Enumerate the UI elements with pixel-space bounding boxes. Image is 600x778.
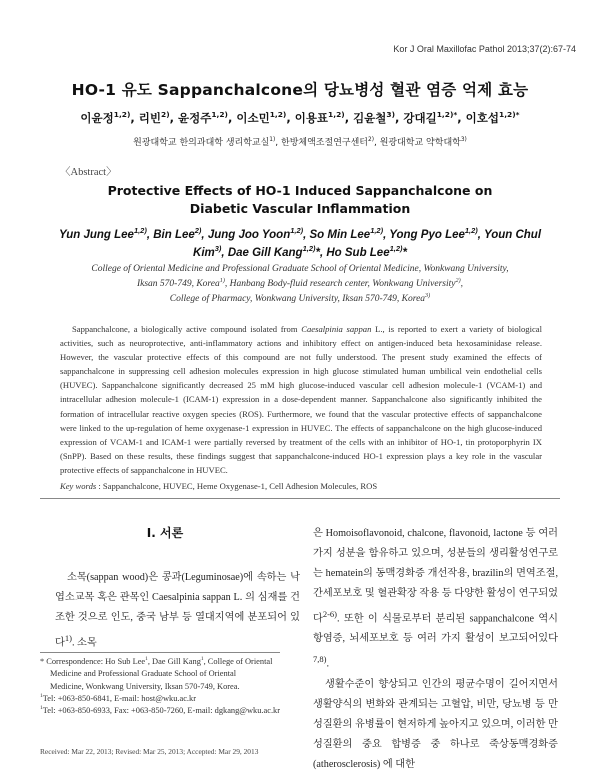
- superscript-ref: 1): [64, 633, 72, 643]
- superscript-ref: 3): [214, 244, 222, 254]
- received-dates: Received: Mar 22, 2013; Revised: Mar 25, 2013; Accepted: Mar 29, 2013: [40, 747, 259, 756]
- name-entry: 김윤철$^{3)}$: [353, 110, 396, 125]
- footnote-divider: [40, 652, 280, 653]
- text-line: $^1$Tel: +063-850-6841, E-mail: host@wku.ac.kr: [40, 693, 196, 703]
- keywords: [60, 481, 542, 491]
- name-entry: 윤정주$^{1,2)}$: [178, 110, 228, 125]
- superscript-ref: 1): [269, 137, 276, 143]
- name-entry: 이호섭$^{1,2)*}$: [465, 110, 520, 125]
- name-entry: Ho Sub Lee$^{1,2)}$: [326, 244, 403, 259]
- superscript-ref: 1: [145, 656, 148, 663]
- english-authors: Yun Jung Lee$^{1,2)}$, Bin Lee$^{2)}$, Jung Joo Yoon$^{1,2)}$, So Min Lee$^{1,2)}$, Yong Pyo Lee$^{1,2)}$, Youn Chul Kim$^{3)}$, Dae Gill Kang$^{1,2)}$*, Ho Sub Lee$^{1,2)}$*: [58, 226, 542, 259]
- text-line: College of Pharmacy, Wonkwang University, Iksan 570-749, Korea$^{3)}$: [169, 292, 431, 304]
- name-entry: Yun Jung Lee$^{1,2)}$: [58, 226, 147, 241]
- korean-title: HO-1 유도 Sappanchalcone의 당뇨병성 혈관 염증 억제 효능: [71, 81, 529, 99]
- name-entry: 원광대학교 한의과대학 생리학교실$^{1)}$: [133, 137, 276, 148]
- superscript-ref: 1,2): [389, 244, 403, 254]
- abstract-label: 〈Abstract〉: [60, 167, 117, 178]
- keywords-text: : Sappanchalcone, HUVEC, Heme Oxygenase-1, Cell Adhesion Molecules, ROS: [96, 481, 378, 491]
- name-entry: So Min Lee$^{1,2)}$: [309, 226, 384, 241]
- text-line: * Correspondence: Ho Sub Lee$^1$, Dae Gill Kang$^1$, College of Oriental: [40, 656, 273, 666]
- korean-authors: 이윤정$^{1,2)}$, 리빈$^{2)}$, 윤정주$^{1,2)}$, 이소민$^{1,2)}$, 이용표$^{1,2)}$, 김윤철$^{3)}$, 강대길$^{1,2)*}$, 이호섭$^{1,2)*}$: [80, 110, 520, 125]
- superscript-ref: 1,2): [211, 110, 228, 120]
- superscript-ref: 2): [194, 226, 202, 236]
- superscript-ref: 1,2): [328, 110, 345, 120]
- body-paragraph: 은 Homoisoflavonoid, chalcone, flavonoid, lactone 등 여러 가지 성분을 함유하고 있으며, 성분들의 생리활성연구로는 hematein의 동맥경화증 개선작용, brazilin의 면역조절, 간세포보호 및 혈관확장 작용 등 다양한 활성이 연구되었다$^{2-6)}$. 또한 이 식물로부터 분리된 sappanchalcone 역시 항염증, 뇌세포보호 등 여러 가지 활성이 보고되어있다$^{7,8)}$.: [313, 528, 558, 670]
- name-entry: Dae Gill Kang$^{1,2)}$: [227, 244, 316, 259]
- superscript-ref: 1,2): [113, 110, 131, 120]
- text-line: Medicine, Wonkwang University, Iksan 570-749, Korea.: [50, 681, 240, 691]
- superscript-ref: 1: [40, 705, 43, 712]
- intro-left-column: 소목(sappan wood)은 콩과(Leguminosae)에 속하는 낙엽소교목 혹은 관목인 Caesalpinia sappan L. 의 심재를 건조한 것으로 인도, 중국 남부 등 열대지역에 분포되어 있다$^{1)}$. 소목: [55, 572, 300, 649]
- text-line: College of Oriental Medicine and Professional Graduate School of Oriental Medicine, Wonkwang University,: [91, 264, 509, 274]
- name-entry: 이윤정$^{1,2)}$: [80, 110, 131, 125]
- superscript-ref: 3): [460, 137, 467, 143]
- correspondence-footnote: [40, 656, 295, 717]
- korean-affiliations: 원광대학교 한의과대학 생리학교실$^{1)}$, 한방체액조절연구센터$^{2)}$, 원광대학교 약학대학$^{3)}$: [133, 137, 467, 148]
- superscript-ref: 1,2): [370, 226, 384, 236]
- name-entry: Bin Lee$^{2)}$: [153, 226, 202, 241]
- name-entry: 한방체액조절연구센터$^{2)}$: [281, 137, 374, 148]
- superscript-ref: 1): [219, 277, 225, 284]
- name-entry: 이소민$^{1,2)}$: [236, 110, 287, 125]
- superscript-ref: 1,2): [269, 110, 287, 120]
- section-heading-introduction: Ⅰ. 서론: [146, 526, 184, 540]
- superscript-ref: 1,2): [464, 226, 478, 236]
- name-entry: 원광대학교 약학대학$^{3)}$: [379, 137, 467, 148]
- text-line: Medicine and Professional Graduate School of Oriental: [50, 669, 237, 679]
- english-title: Protective Effects of HO-1 Induced Sappanchalcone on Diabetic Vascular Inflammation: [107, 183, 493, 216]
- superscript-ref: 1,2): [133, 226, 147, 236]
- name-entry: Jung Joo Yoon$^{1,2)}$: [207, 226, 304, 241]
- keywords-label: Key words: [60, 481, 97, 491]
- superscript-ref: 7,8): [313, 654, 327, 665]
- abstract-body: Sappanchalcone, a biologically active compound isolated from Caesalpinia sappan L., is reported to exert a variety of biological activities, such as neuroprotective, anti-inflammatory actions and inhibitory effect on antigen-induced beta hexosaminidase release. However, the vascular protective effects of this compound are not fully understood. The present study examined the effects of sappanchalcone in suppressing cell adhesion molecules expression in high glucose stimulated human umbilical vein endothelial cells (HUVEC). Sappanchalcone significantly decreased 25 mM high glucose-induced vascular cell adhesion molecule-1 (VCAM-1) and intracellular adhesion molecule-1 (ICAM-1) expression in a dose-dependent manner. Sappanchalcone also significantly inhibited the formation of intracellular reactive oxygen species (ROS). Furthermore, we found that the vascular protective effects of sappanchalcone were linked to the up-regulation of heme oxygenase-1 expression in HUVEC. The effects of sappanchalcone on the high glucose-induced expression of VCAM-1 and ICAM-1 were partially reversed by treatment of the cells with an inhibitor of HO-1, tin protoporphyrin IX (SnPP). Based on these results, these findings suggest that sappanchalcone-induced HO-1 expression plays a key role in the vascular protective effects of sappanchalcone in HUVEC.: [60, 324, 542, 475]
- superscript-ref: 1,2)*: [436, 110, 458, 120]
- superscript-ref: 2): [161, 110, 170, 120]
- superscript-ref: 2-6): [322, 609, 338, 619]
- name-entry: 이용표$^{1,2)}$: [294, 110, 345, 125]
- journal-reference: Kor J Oral Maxillofac Pathol 2013;37(2):67-74: [393, 44, 576, 54]
- name-entry: 리빈$^{2)}$: [138, 110, 170, 125]
- italic-span: Caesalpinia sappan: [301, 324, 372, 334]
- superscript-ref: 1: [40, 693, 43, 700]
- superscript-ref: 1,2): [290, 226, 304, 236]
- superscript-ref: 1: [200, 656, 204, 663]
- body-paragraph: 생활수준이 향상되고 인간의 평균수명이 길어지면서 생활양식의 변화와 관계되는 고혈압, 비만, 당뇨병 등 만성질환의 유병률이 현저하게 높아지고 있으며, 이러한 만성질환의 중요 합병증 중 하나로 죽상동맥경화증(atherosclerosis) 에 대한: [313, 678, 558, 770]
- superscript-ref: 3): [425, 292, 431, 299]
- name-entry: Youn Chul Kim$^{3)}$: [193, 229, 542, 259]
- section-divider: [40, 498, 560, 499]
- name-entry: Yong Pyo Lee$^{1,2)}$: [389, 226, 478, 241]
- superscript-ref: 3): [386, 110, 396, 120]
- text-line: $^1$Tel: +063-850-6933, Fax: +063-850-7260, E-mail: dgkang@wku.ac.kr: [40, 705, 281, 716]
- english-affiliations: [70, 262, 530, 307]
- text-line: Iksan 570-749, Korea$^{1)}$, Hanbang Body-fluid research center, Wonkwang University$^{2)}$,: [136, 277, 464, 289]
- superscript-ref: 2): [455, 277, 461, 284]
- superscript-ref: 2): [367, 137, 374, 143]
- superscript-ref: 1,2): [302, 244, 316, 254]
- superscript-ref: 1,2)*: [499, 110, 520, 120]
- intro-right-column: [313, 524, 558, 775]
- name-entry: 강대길$^{1,2)*}$: [403, 110, 458, 125]
